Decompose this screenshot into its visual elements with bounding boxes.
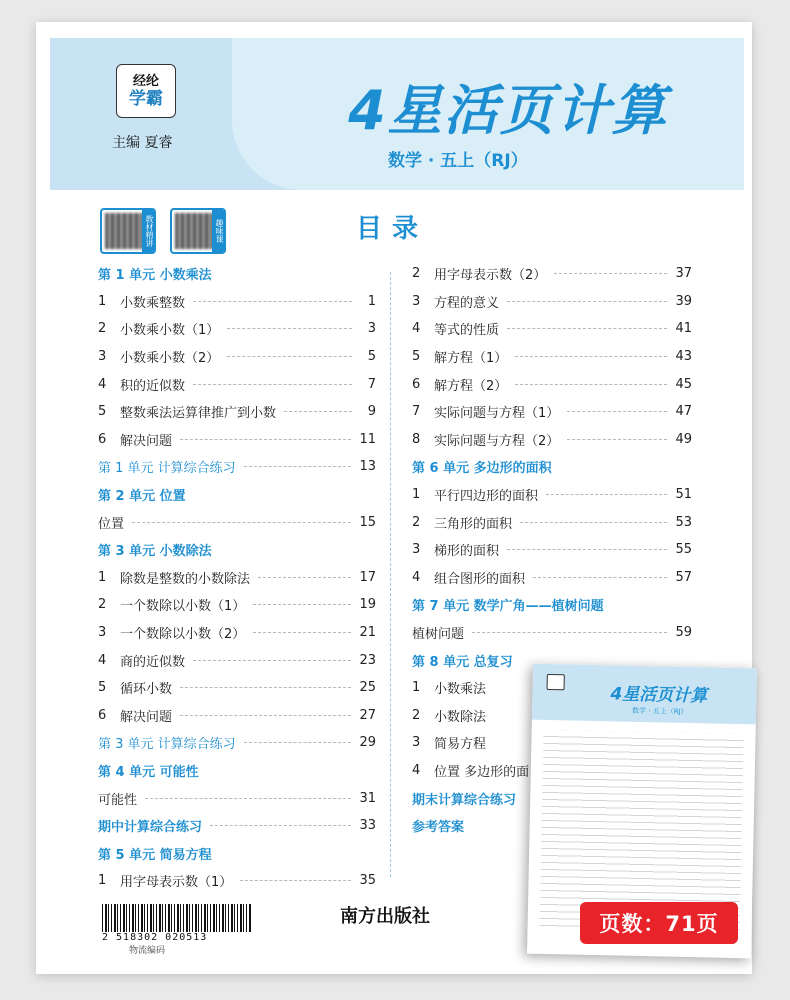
toc-leader-dots <box>515 356 667 357</box>
toc-item-number: 2 <box>98 597 107 613</box>
qr-pattern <box>175 213 213 249</box>
toc-item-number: 4 <box>98 652 107 668</box>
brand-logo <box>116 64 176 118</box>
toc-item-number: 4 <box>412 762 421 778</box>
toc-item <box>98 591 376 619</box>
toc-item-number: 2 <box>412 514 421 530</box>
toc-item <box>98 508 376 536</box>
toc-item-title: 简易方程 <box>434 737 487 753</box>
toc-leader-dots <box>567 439 667 440</box>
toc-page-number: 29 <box>359 735 376 751</box>
toc-leader-dots <box>244 742 352 743</box>
toc-leader-dots <box>520 522 667 523</box>
toc-item-title: 整数乘法运算律推广到小数 <box>120 406 277 422</box>
toc-item-title: 第 2 单元 位置 <box>98 489 186 505</box>
toc-item-title: 积的近似数 <box>120 378 186 394</box>
toc-item-title: 小数乘法 <box>434 682 487 698</box>
toc-item <box>98 343 376 371</box>
toc-item-number: 5 <box>98 680 107 696</box>
toc-item-title: 一个数除以小数（2） <box>120 627 246 643</box>
toc-item-title: 第 4 单元 可能性 <box>98 764 199 780</box>
toc-leader-dots <box>507 328 667 329</box>
toc-item-title: 第 6 单元 多边形的面积 <box>412 461 552 477</box>
qr-tag: 趣味课 <box>212 210 224 252</box>
toc-page-number: 55 <box>675 542 692 558</box>
toc-page-number: 53 <box>675 514 692 530</box>
toc-leader-dots <box>227 356 352 357</box>
toc-item-number: 5 <box>98 404 107 420</box>
toc-item-number: 1 <box>98 293 107 309</box>
thumbnail-subtitle: 数学 · 五上（RJ） <box>632 706 688 716</box>
toc-item-number: 2 <box>412 266 421 282</box>
toc-item-title: 用字母表示数（2） <box>434 268 547 284</box>
toc-item-title: 组合图形的面积 <box>434 571 526 587</box>
toc-section-heading <box>98 729 376 757</box>
toc-leader-dots <box>244 466 352 467</box>
toc-item-title: 实际问题与方程（1） <box>434 406 560 422</box>
toc-page-number: 27 <box>359 707 376 723</box>
toc-page-number: 17 <box>359 569 376 585</box>
toc-item-title: 可能性 <box>98 792 138 808</box>
toc-page-number: 9 <box>367 404 376 420</box>
toc-leader-dots <box>533 577 667 578</box>
toc-page-number: 3 <box>367 321 376 337</box>
toc-leader-dots <box>253 604 351 605</box>
toc-item-title: 小数乘小数（2） <box>120 351 220 367</box>
toc-item-title: 等式的性质 <box>434 323 500 339</box>
toc-section-heading <box>98 812 376 840</box>
toc-section-heading <box>98 260 376 288</box>
toc-leader-dots <box>145 798 351 799</box>
toc-item-title: 梯形的面积 <box>434 544 500 560</box>
toc-item <box>412 370 692 398</box>
publisher: 南方出版社 <box>340 906 430 927</box>
toc-item-title: 第 1 单元 计算综合练习 <box>98 461 236 477</box>
toc-item-title: 位置 多边形的面 <box>434 764 530 780</box>
toc-leader-dots <box>507 549 667 550</box>
toc-item-number: 8 <box>412 431 421 447</box>
toc-item <box>412 288 692 316</box>
column-divider <box>390 272 391 877</box>
toc-item <box>98 619 376 647</box>
toc-leader-dots <box>180 687 351 688</box>
barcode <box>102 904 252 956</box>
toc-section-heading <box>412 591 692 619</box>
toc-item-title: 一个数除以小数（1） <box>120 599 246 615</box>
toc-item-title: 第 1 单元 小数乘法 <box>98 268 212 284</box>
toc-item-title: 三角形的面积 <box>434 516 513 532</box>
logo-line2: 学霸 <box>129 88 163 109</box>
toc-item-number: 6 <box>412 376 421 392</box>
toc-item-title: 商的近似数 <box>120 654 186 670</box>
thumbnail-title: 4星活页计算 <box>610 684 708 707</box>
toc-leader-dots <box>284 411 352 412</box>
toc-leader-dots <box>253 632 351 633</box>
toc-item <box>98 288 376 316</box>
toc-item-title: 平行四边形的面积 <box>434 489 539 505</box>
toc-item-number: 1 <box>412 487 421 503</box>
toc-page-number: 59 <box>675 625 692 641</box>
toc-item-title: 期末计算综合练习 <box>412 792 517 808</box>
toc-page-number: 25 <box>359 680 376 696</box>
toc-item-title: 解决问题 <box>120 709 173 725</box>
toc-item-title: 方程的意义 <box>434 295 500 311</box>
toc-leader-dots <box>258 577 351 578</box>
toc-item <box>412 343 692 371</box>
toc-item <box>412 260 692 288</box>
toc-item-title: 第 5 单元 简易方程 <box>98 847 212 863</box>
toc-page-number: 45 <box>675 376 692 392</box>
toc-item <box>98 867 376 895</box>
toc-item <box>412 481 692 509</box>
toc-item-title: 小数乘小数（1） <box>120 323 220 339</box>
toc-left-column <box>98 260 376 895</box>
toc-item-number: 5 <box>412 349 421 365</box>
barcode-bars <box>102 904 252 932</box>
toc-page-number: 35 <box>359 873 376 889</box>
toc-item-title: 解方程（1） <box>434 351 508 367</box>
toc-item-number: 1 <box>412 680 421 696</box>
barcode-caption: 物流编码 <box>128 946 165 956</box>
toc-leader-dots <box>227 328 352 329</box>
toc-item-number: 4 <box>98 376 107 392</box>
toc-item <box>98 398 376 426</box>
toc-section-heading <box>412 453 692 481</box>
toc-item <box>98 702 376 730</box>
toc-leader-dots <box>193 384 352 385</box>
toc-item-title: 循环小数 <box>120 682 173 698</box>
toc-item-title: 位置 <box>98 516 125 532</box>
toc-page-number: 19 <box>359 597 376 613</box>
book-subtitle: 数学 · 五上（RJ） <box>388 151 528 171</box>
toc-section-heading <box>98 481 376 509</box>
toc-item-title: 植树问题 <box>412 627 465 643</box>
toc-item-number: 3 <box>412 542 421 558</box>
toc-item-number: 4 <box>412 321 421 337</box>
toc-item-title: 实际问题与方程（2） <box>434 433 560 449</box>
toc-item-number: 2 <box>412 707 421 723</box>
toc-page-number: 39 <box>675 293 692 309</box>
qr-tag: 教材精讲 <box>142 210 154 252</box>
toc-page-number: 57 <box>675 569 692 585</box>
toc-leader-dots <box>554 273 667 274</box>
toc-item-title: 除数是整数的小数除法 <box>120 571 251 587</box>
toc-item <box>412 564 692 592</box>
toc-page-number: 5 <box>367 349 376 365</box>
toc-leader-dots <box>180 439 351 440</box>
toc-item <box>412 398 692 426</box>
toc-page-number: 1 <box>367 293 376 309</box>
toc-section-heading <box>98 453 376 481</box>
toc-item <box>412 315 692 343</box>
toc-leader-dots <box>567 411 667 412</box>
toc-leader-dots <box>180 715 351 716</box>
toc-item-number: 4 <box>412 569 421 585</box>
toc-section-heading <box>98 536 376 564</box>
toc-page-number: 13 <box>359 459 376 475</box>
toc-item-title: 第 3 单元 计算综合练习 <box>98 737 236 753</box>
toc-item-title: 解决问题 <box>120 433 173 449</box>
toc-page-number: 43 <box>675 349 692 365</box>
toc-item-title: 解方程（2） <box>434 378 508 394</box>
toc-leader-dots <box>193 660 351 661</box>
toc-item-title: 第 3 单元 小数除法 <box>98 544 212 560</box>
toc-title: 目录 <box>356 214 429 244</box>
toc-item <box>98 784 376 812</box>
toc-leader-dots <box>472 632 667 633</box>
barcode-number: 2 518302 020513 <box>102 932 208 943</box>
thumbnail-header <box>532 664 757 725</box>
toc-item-number: 2 <box>98 321 107 337</box>
toc-item-number: 1 <box>98 569 107 585</box>
qr-code-1[interactable] <box>100 208 156 254</box>
book-title: 4星活页计算 <box>348 79 668 142</box>
toc-item-number: 3 <box>412 735 421 751</box>
toc-item <box>98 426 376 454</box>
toc-page-number: 15 <box>359 514 376 530</box>
toc-item <box>412 508 692 536</box>
toc-page-number: 21 <box>359 625 376 641</box>
toc-item-number: 6 <box>98 431 107 447</box>
toc-item-number: 1 <box>98 873 107 889</box>
toc-item-title: 第 7 单元 数学广角——植树问题 <box>412 599 604 615</box>
thumbnail-logo <box>547 674 565 690</box>
page-count-badge: 页数：71页 <box>580 902 738 944</box>
toc-leader-dots <box>515 384 667 385</box>
toc-section-heading <box>98 757 376 785</box>
toc-page-number: 31 <box>359 790 376 806</box>
toc-page-number: 11 <box>359 431 376 447</box>
toc-leader-dots <box>193 301 352 302</box>
toc-item-title: 小数乘整数 <box>120 295 186 311</box>
toc-item-number: 3 <box>412 293 421 309</box>
toc-section-heading <box>98 839 376 867</box>
toc-item <box>98 315 376 343</box>
toc-leader-dots <box>507 301 667 302</box>
toc-item-number: 3 <box>98 349 107 365</box>
toc-page-number: 49 <box>675 431 692 447</box>
toc-page-number: 23 <box>359 652 376 668</box>
toc-item <box>412 426 692 454</box>
toc-page-number: 7 <box>367 376 376 392</box>
toc-item-title: 小数除法 <box>434 709 487 725</box>
toc-leader-dots <box>132 522 351 523</box>
logo-line1: 经纶 <box>132 73 159 89</box>
toc-item <box>98 674 376 702</box>
toc-item-title: 第 8 单元 总复习 <box>412 654 513 670</box>
qr-pattern <box>105 213 143 249</box>
toc-item <box>412 536 692 564</box>
toc-item-number: 7 <box>412 404 421 420</box>
toc-item-title: 期中计算综合练习 <box>98 820 203 836</box>
toc-item-number: 3 <box>98 625 107 641</box>
toc-item <box>98 564 376 592</box>
toc-item-title: 参考答案 <box>412 820 465 836</box>
toc-page-number: 37 <box>675 266 692 282</box>
toc-item <box>98 370 376 398</box>
toc-page-number: 41 <box>675 321 692 337</box>
toc-leader-dots <box>546 494 667 495</box>
toc-leader-dots <box>240 880 351 881</box>
toc-leader-dots <box>210 825 351 826</box>
toc-item-title: 用字母表示数（1） <box>120 875 233 891</box>
toc-page-number: 47 <box>675 404 692 420</box>
editor-credit: 主编 夏睿 <box>112 135 173 151</box>
toc-item <box>412 619 692 647</box>
qr-code-2[interactable] <box>170 208 226 254</box>
toc-item <box>98 646 376 674</box>
toc-page-number: 51 <box>675 487 692 503</box>
toc-item-number: 6 <box>98 707 107 723</box>
toc-page-number: 33 <box>359 818 376 834</box>
